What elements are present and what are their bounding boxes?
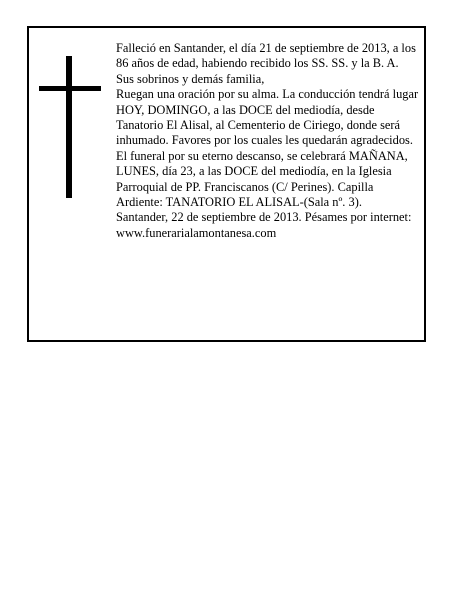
notice-paragraph-condolences: Santander, 22 de septiembre de 2013. Pésames por internet: www.funerarialamontanesa.com [116,210,412,240]
cross-horizontal-bar [39,86,101,91]
obituary-notice [27,26,426,342]
cross-vertical-bar [66,56,72,198]
notice-paragraph-death: Falleció en Santander, el día 21 de septiembre de 2013, a los 86 años de edad, habiendo recibido los SS. SS. y la B. A. [116,41,416,71]
notice-paragraph-ceremony: Ruegan una oración por su alma. La conducción tendrá lugar HOY, DOMINGO, a las DOCE del mediodía, desde Tanatorio El Alisal, al Cementerio de Ciriego, donde será inhumado. Favores por los cuales les quedarán agradecidos. El funeral por su eterno descanso, se celebrará MAÑANA, LUNES, día 23, a las DOCE del mediodía, en la Iglesia Parroquial de PP. Franciscanos (C/ Perines). Capilla Ardiente: TANATORIO EL ALISAL-(Sala nº. 3). [116,87,419,210]
notice-text [116,41,421,241]
notice-paragraph-family: Sus sobrinos y demás familia, [116,71,265,86]
latin-cross-icon [39,56,101,198]
